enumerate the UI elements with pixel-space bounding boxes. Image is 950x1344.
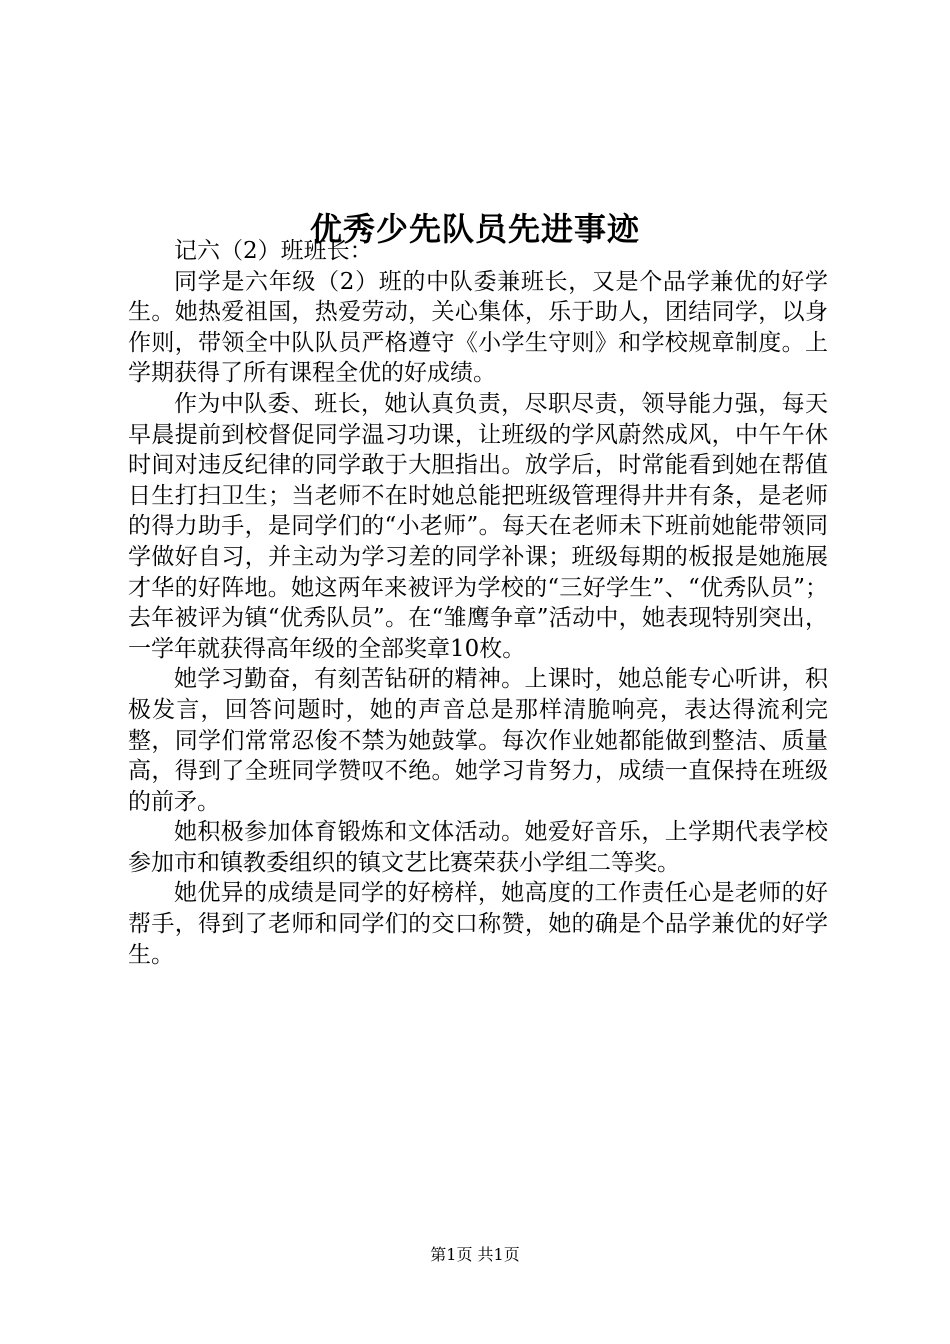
paragraph-study: 她学习勤奋，有刻苦钻研的精神。上课时，她总能专心听讲，积极发言，回答问题时，她的声音总是那样清脆响亮，表达得流利完整，同学们常常忍俊不禁为她鼓掌。每次作业她都能做到整洁、质量高，得到了全班同学赞叹不绝。她学习肯努力，成绩一直保持在班级的前矛。: [128, 666, 828, 815]
paragraph-salutation: 记六（2）班班长：: [174, 238, 373, 264]
paragraph-conclusion: 她优异的成绩是同学的好榜样，她高度的工作责任心是老师的好帮手，得到了老师和同学们的交口称赞，她的确是个品学兼优的好学生。: [128, 880, 828, 968]
paragraph-leadership: 作为中队委、班长，她认真负责，尽职尽责，领导能力强，每天早晨提前到校督促同学温习功课，让班级的学风蔚然成风，中午午休时间对违反纪律的同学敢于大胆指出。放学后，时常能看到她在帮值日生打扫卫生；当老师不在时她总能把班级管理得井井有条，是老师的得力助手，是同学们的“小老师”。每天在老师未下班前她能带领同学做好自习，并主动为学习差的同学补课；班级每期的板报是她施展才华的好阵地。她这两年来被评为学校的“三好学生”、“优秀队员”；去年被评为镇“优秀队员”。在“雏鹰争章”活动中，她表现特别突出，一学年就获得高年级的全部奖章10枚。: [128, 390, 828, 662]
page-number-footer: 第1页 共1页: [430, 1245, 520, 1264]
document-title: 优秀少先队员先进事迹: [309, 210, 640, 249]
paragraph-intro: 同学是六年级（2）班的中队委兼班长，又是个品学兼优的好学生。她热爱祖国，热爱劳动，关心集体，乐于助人，团结同学，以身作则，带领全中队队员严格遵守《小学生守则》和学校规章制度。上学期获得了所有课程全优的好成绩。: [128, 268, 828, 387]
paragraph-activities: 她积极参加体育锻炼和文体活动。她爱好音乐，上学期代表学校参加市和镇教委组织的镇文艺比赛荣获小学组二等奖。: [128, 819, 828, 876]
document-body: [128, 236, 828, 970]
